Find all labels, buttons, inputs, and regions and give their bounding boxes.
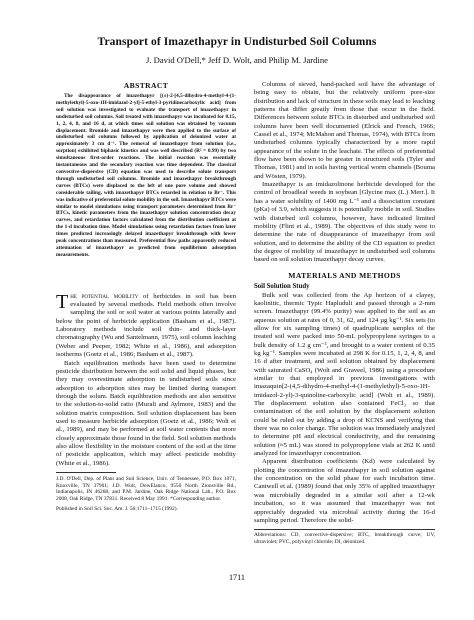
methods-heading: MATERIALS AND METHODS xyxy=(288,270,401,280)
column-spacer xyxy=(56,259,236,293)
abstract-heading: ABSTRACT xyxy=(123,81,169,90)
right-column xyxy=(254,81,435,551)
methods-paragraph-1: Bulk soil was collected from the Ap horizon of a clayey, kaolinitic, thermic Typic Hapludult and passed through a 2-mm screen. Imazethapyr (99.4% purity) was applied to the soil as an aqueous solution at rates of 0, 31, 62, and 124 µg kg⁻¹. Six sets (to allow for six sampling times) of quadruplicate samples of the treated soil were packed into 50-mL polypropylene syringes to a bulk density of 1.2 g cm⁻³, and brought to a water content of 0.35 kg kg⁻¹. Samples were incubated at 298 K for 0.15, 1, 2, 4, 8, and 16 d after treatment, and soil solution obtained by displacement with saturated CaSO₄ (Wolt and Graveel, 1986) using a procedure similar to that employed in previous investigations with imazaquin[2-(4,5-dihydro-4-methyl-4-(1-methylethyl)-5-oxo-1H-imidazol-2-yl)-3-quinoline-carboxylic acid] (Wolt et al., 1989). The displacement solution also contained FeCl₃ so that contamination of the soil solution by the displacement solution could be ruled out by adding a drop of KCNS and verifying that there was no color change. The solution was immediately analyzed to determine pH and electrical conductivity, and the remaining solution (≈5 mL) was stored in polypropylene vials at 262 K until analyzed for imazethapyr concentration. xyxy=(254,291,435,458)
left-column xyxy=(56,81,236,551)
page-number: 1711 xyxy=(228,573,246,582)
abstract-text: The disappearance of imazethapyr [(±)-2-[4,5-dihydro-4-methyl-4-(1-methylethyl)-5-oxo-1H-imidazol-2-yl]-5-ethyl-3-pyridinecarboxylic acid] from soil solution was investigated to evaluate the transport of imazethapyr in undisturbed soil columns. Soil treated with imazethapyr was incubated for 0.15, 1, 2, 4, 8, and 16 d, at which times soil solution was obtained by vacuum displacement. Bromide and imazethapyr were then applied to the surface of undisturbed soil columns followed by application of deionized water at approximately 3 cm d⁻¹. The removal of imazethapyr from solution (i.e., sorption) exhibited biphasic kinetics and was well described (R² = 0.99) by two simultaneous first-order reactions. The initial reaction was essentially instantaneous and the secondary reaction was time dependent. The classical convective-dispersive (CD) equation was used to describe solute transport through undisturbed soil columns. Bromide and imazethapyr breakthrough curves (BTCs) were displaced to the left of one pore volume and showed considerable tailing, with imazethapyr BTCs retarded in relation to Br⁻. This was indicative of preferential solute mobility in the soil. Imazethapyr BTCs were similar to model simulations using transport parameters determined from Br⁻ BTCs, kinetic parameters from the imazethapyr solution concentration decay curves, and retardation factors calculated from the distribution coefficient at the 1-d incubation time. Model simulations using retardation factors from later times predicted increasingly delayed imazethapyr breakthrough with lower peak concentrations than measured. Preferential flow paths apparently reduced attenuation of imazethapyr as predicted from equilibrium adsorption measurements. xyxy=(56,93,236,258)
methods-subheading: Soil Solution Study xyxy=(254,282,310,290)
intro-paragraph-1 xyxy=(56,290,236,360)
intro-paragraph-4: Imazethapyr is an imidazolinone herbicide developed for the control of broadleaf weeds in soybean [Glycine max (L.) Merr.]. It has a water solubility of 1400 mg L⁻¹ and a dissociation constant (pKa) of 3.9, which suggests it is potentially mobile in soil. Studies with disturbed soil columns, however, have indicated limited mobility (Flint et al., 1989). The objectives of this study were to determine the rate of disappearance of imazethapyr from soil solution, and to determine the ability of the CD equation to predict the degree of mobility of imazethapyr in undisturbed soil columns based on soil solution imazethapyr decay curves. xyxy=(254,181,435,264)
intro-lead-in: he potential mobility xyxy=(70,292,139,300)
drop-cap: T xyxy=(56,290,69,313)
author-line: J. David O'Dell,* Jeff D. Wolt, and Philip M. Jardine xyxy=(146,55,328,65)
publication-note: Published in Soil Sci. Soc. Am. J. 56:1711–1715 (1992). xyxy=(56,506,178,513)
footnote-divider xyxy=(56,472,116,473)
intro-paragraph-3: Columns of sieved, hand-packed soil have the advantage of being easy to obtain, but the relatively uniform pore-size distribution and lack of structure in these soils may lead to leaching patterns that differ greatly from those that occur in the field. Differences between solute BTCs in disturbed and undisturbed soil columns have been well documented (Elrick and French, 1966; Cassel et al., 1974; McMahon and Thomas, 1974), with BTCs from undisturbed columns typically characterized by a more rapid appearance of the solute in the leachate. The effects of preferential flow have been shown to be greater in structured soils (Tyler and Thomas, 1981) and in soils having vertical worm channels (Bouma and Wösten, 1979). xyxy=(254,81,435,180)
intro-paragraph-2: Batch equilibration methods have been used to determine pesticide distribution between the soil solid and liquid phases, but they may overestimate adsorption in undisturbed soils since adsorption to adsorption sites may be limited during transport through the solum. Batch equilibration methods are also sensitive to the solution-to-solid ratio (Murali and Aylmore, 1983) and the solution matrix composition. Soil solution displacement has been used to measure herbicide adsorption (Goetz et al., 1986; Wolt et al., 1989), and may be performed at soil water contents that more closely approximate those found in the field. Soil solution methods also allow flexibility in the moisture content of the soil at the time of pesticide application, which may affect pesticide mobility (White et al., 1986). xyxy=(56,359,236,467)
methods-paragraph-2: Apparent distribution coefficients (Kd) were calculated by plotting the concentration of imazethapyr in soil solution against the concentration on the solid phase for each incubation time. Cantwell et al. (1989) found that only 35% of applied imazethapyr was microbially degraded in a similar soil after a 12-wk incubation, so it was assumed that imazethapyr was not appreciably degraded via microbial activity during the 16-d sampling period. Therefore the solid- xyxy=(254,458,435,524)
intro-text: of herbicides in soil has been evaluated by several methods. Field methods often involve sampling the soil or soil water at various points laterally and below the point of herbicide application (Basham et al., 1987). Laboratory methods include soil thin- and thick-layer chromatography (Wu and Santelmann, 1975), soil column leaching (Weber and Peeper, 1982; White et al., 1986), and adsorption isotherms (Goetz et al., 1986; Basham et al., 1987). xyxy=(56,292,236,359)
author-affiliation-footnote: J.D. O'Dell, Dep. of Plant and Soil Science, Univ. of Tennessee, P.O. Box 1071, Knoxville, TN 37901; J.D. Wolt, DowElanco, 9550 North Zionsville Rd., Indianapolis, IN 46268; and P.M. Jardine, Oak Ridge National Lab., P.O. Box 2008, Oak Ridge, TN 37831. Received 8 May 1991. *Corresponding author. xyxy=(56,475,236,502)
abbreviations-note: Abbreviations: CD, convective-dispersive; BTC, breakthrough curve; UV, ultraviolet; PVC, polyvinyl chloride; DI, deionized. xyxy=(254,532,435,545)
article-title: Transport of Imazethapyr in Undisturbed Soil Columns xyxy=(97,36,377,48)
abbreviations-divider xyxy=(254,529,435,530)
